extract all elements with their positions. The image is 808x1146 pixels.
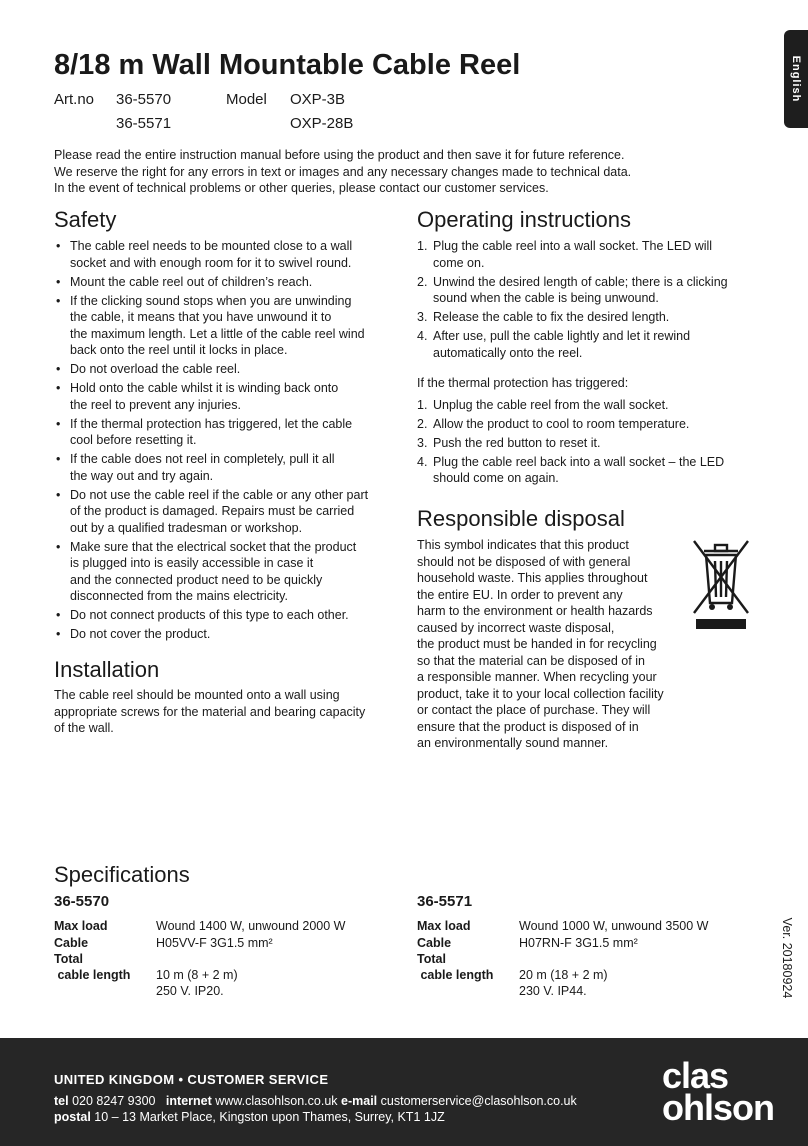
artno-label: Art.no [54, 91, 95, 108]
spec-row: Total [54, 951, 83, 966]
spec-row: cable length 20 m (18 + 2 m) [417, 968, 608, 983]
operating-section [417, 238, 757, 489]
model-label: Model [226, 91, 267, 108]
list-item: 1. Unplug the cable reel from the wall socket. [417, 397, 669, 412]
list-item: 3. Release the cable to fix the desired length. [417, 310, 670, 324]
list-item: • Hold onto the cable whilst it is winding back onto the reel to prevent any injuries. [54, 380, 394, 413]
safety-heading: Safety [54, 207, 117, 232]
spec-row: cable length 10 m (8 + 2 m) [54, 968, 238, 983]
list-item: • Do not overload the cable reel. [54, 361, 394, 378]
spec-block-36-5571 [417, 894, 757, 1000]
spec-block-36-5570 [54, 894, 394, 1000]
operating-steps [417, 238, 757, 361]
spec-row: Cable H07RN-F 3G1.5 mm² [417, 935, 638, 950]
specifications-heading: Specifications [54, 862, 190, 887]
spec-row: Total [417, 951, 446, 966]
list-item: 2. Unwind the desired length of cable; there is a clicking sound when the cable is being unwound. [417, 274, 728, 305]
footer-postal-line [54, 1110, 445, 1124]
artno-value: 36-5571 [116, 115, 172, 132]
email-link[interactable]: customerservice@clasohlson.co.uk [380, 1094, 577, 1108]
tel-label: tel [54, 1094, 69, 1108]
internet-label: internet [165, 1094, 212, 1108]
crossed-out-bin-icon [690, 537, 752, 631]
footer-contact-line [54, 1094, 577, 1108]
model-value: OXP-3B [290, 91, 346, 108]
logo-line-2: ohlson [662, 1087, 774, 1128]
intro-line: We reserve the right for any errors in text or images and any necessary changes made to technical data. [54, 164, 632, 179]
installation-heading: Installation [54, 657, 160, 682]
spec-row: 230 V. IP44. [519, 984, 587, 999]
tel-value[interactable]: 020 8247 9300 [72, 1094, 156, 1108]
intro-line: In the event of technical problems or other queries, please contact our customer services. [54, 181, 549, 195]
intro-text [54, 147, 744, 197]
list-item: 1. Plug the cable reel into a wall socket. The LED will come on. [417, 239, 713, 270]
operating-heading: Operating instructions [417, 207, 631, 232]
intro-line: Please read the entire instruction manual before using the product and then save it for future reference. [54, 148, 625, 162]
list-item: 4. After use, pull the cable lightly and let it rewind automatically onto the reel. [417, 329, 691, 360]
postal-label: postal [54, 1110, 91, 1124]
thermal-steps [417, 397, 757, 487]
artno-value: 36-5570 [116, 91, 172, 108]
footer-region: UNITED KINGDOM • CUSTOMER SERVICE [54, 1072, 329, 1087]
safety-list [54, 238, 394, 643]
list-item: • Mount the cable reel out of children’s reach. [54, 274, 394, 291]
installation-section [54, 687, 394, 737]
list-item: • If the thermal protection has triggered, let the cable cool before resetting it. [54, 416, 394, 449]
language-tab [784, 30, 808, 128]
page-title: 8/18 m Wall Mountable Cable Reel [54, 49, 521, 81]
email-label: e-mail [341, 1094, 378, 1108]
list-item: • The cable reel needs to be mounted close to a wall socket and with enough room for it to swivel round. [54, 238, 394, 271]
thermal-intro: If the thermal protection has triggered: [417, 376, 629, 390]
internet-link[interactable]: www.clasohlson.co.uk [215, 1094, 338, 1108]
disposal-section: This symbol indicates that this product should not be disposed of with general household waste. This applies throughout the entire EU. In order to prevent any harm to the environment or health hazards caused by incorrect waste disposal, the product must be handed in for recycling so that the material can be disposed of in a responsible manner. When recycling your product, take it to your local collection facility or contact the place of purchase. They will ensure that the product is disposed of in an environmentally sound manner. [417, 538, 664, 750]
brand-logo [662, 1055, 774, 1128]
list-item: • If the clicking sound stops when you are unwinding the cable, it means that you have unwound it to the maximum length. Let a little of the cable reel wind back onto the reel until it locks in place. [54, 293, 394, 359]
safety-section [54, 238, 394, 645]
footer [0, 1038, 808, 1146]
list-item: • If the cable does not reel in completely, pull it all the way out and try again. [54, 451, 394, 484]
spec-row: Cable H05VV-F 3G1.5 mm² [54, 935, 273, 950]
list-item: • Do not use the cable reel if the cable or any other part of the product is damaged. Repairs must be carried out by a qualified tradesman or workshop. [54, 487, 394, 537]
spec-row: 250 V. IP20. [156, 984, 224, 999]
list-item: • Do not cover the product. [54, 626, 394, 643]
model-value: OXP-28B [290, 115, 354, 132]
disposal-heading: Responsible disposal [417, 506, 625, 531]
installation-line: of the wall. [54, 721, 114, 735]
list-item: 2. Allow the product to cool to room temperature. [417, 416, 690, 431]
version-label: Ver. 20180924 [780, 917, 794, 999]
installation-line: appropriate screws for the material and bearing capacity [54, 704, 366, 719]
language-tab-label: English [790, 55, 802, 103]
spec-row: Max load Wound 1000 W, unwound 3500 W [417, 919, 709, 934]
installation-line: The cable reel should be mounted onto a wall using [54, 688, 340, 702]
list-item: 3. Push the red button to reset it. [417, 435, 601, 450]
spec-model: 36-5571 [417, 893, 473, 910]
list-item: 4. Plug the cable reel back into a wall socket – the LED should come on again. [417, 454, 725, 485]
list-item: • Make sure that the electrical socket that the product is plugged into is easily accessible in case it and the connected product need to be quickly disconnected from the mains electricity. [54, 539, 394, 605]
logo-line-1: clas [662, 1055, 729, 1096]
spec-model: 36-5570 [54, 893, 110, 910]
list-item: • Do not connect products of this type to each other. [54, 607, 394, 624]
spec-row: Max load Wound 1400 W, unwound 2000 W [54, 919, 346, 934]
postal-value: 10 – 13 Market Place, Kingston upon Thames, Surrey, KT1 1JZ [94, 1110, 445, 1124]
